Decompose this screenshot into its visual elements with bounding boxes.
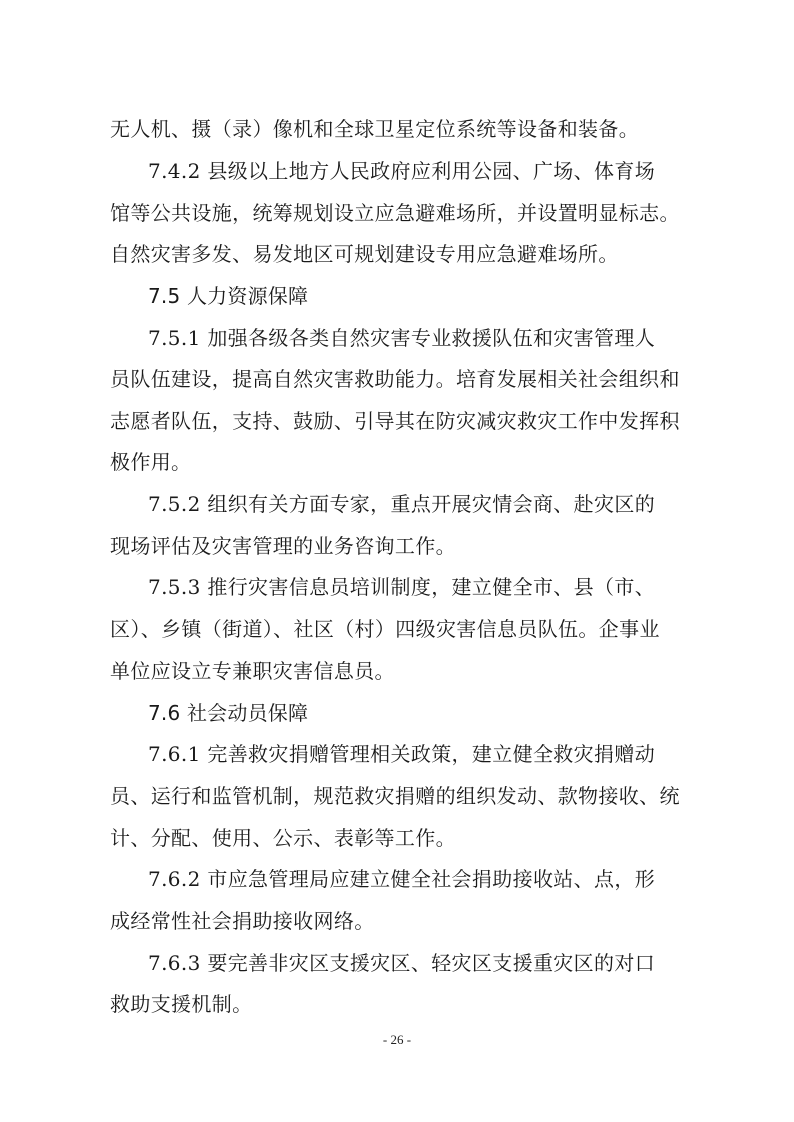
paragraph-line-section-7-5-2: 7.5.2 组织有关方面专家，重点开展灾情会商、赴灾区的 [148,492,656,516]
paragraph-line: 极作用。 [110,450,192,474]
paragraph-line: 馆等公共设施，统筹规划设立应急避难场所，并设置明显标志。 [110,201,680,225]
paragraph-line-section-7-5-3: 7.5.3 推行灾害信息员培训制度，建立健全市、县（市、 [148,575,656,599]
paragraph-line: 员、运行和监管机制，规范救灾捐赠的组织发动、款物接收、统 [110,784,680,808]
paragraph-line: 区）、乡镇（街道）、社区（村）四级灾害信息员队伍。企事业 [110,617,660,641]
paragraph-line-section-7-6-2: 7.6.2 市应急管理局应建立健全社会捐助接收站、点，形 [148,867,656,891]
paragraph-line: 成经常性社会捐助接收网络。 [110,909,375,933]
paragraph-line: 无人机、摄（录）像机和全球卫星定位系统等设备和装备。 [110,117,640,141]
paragraph-line: 员队伍建设，提高自然灾害救助能力。培育发展相关社会组织和 [110,367,680,391]
paragraph-line-section-7-6-3: 7.6.3 要完善非灾区支援灾区、轻灾区支援重灾区的对口 [148,951,656,975]
paragraph-line: 志愿者队伍，支持、鼓励、引导其在防灾减灾救灾工作中发挥积 [110,409,680,433]
paragraph-line: 计、分配、使用、公示、表彰等工作。 [110,826,456,850]
paragraph-line-section-7-6-1: 7.6.1 完善救灾捐赠管理相关政策，建立健全救灾捐赠动 [148,742,656,766]
paragraph-line-section-7-5-1: 7.5.1 加强各级各类自然灾害专业救援队伍和灾害管理人 [148,326,656,350]
page-number: - 26 - [382,1032,412,1047]
paragraph-line: 单位应设立专兼职灾害信息员。 [110,659,395,683]
paragraph-line-section-7-4-2: 7.4.2 县级以上地方人民政府应利用公园、广场、体育场 [148,159,656,183]
paragraph-line: 救助支援机制。 [110,992,253,1016]
paragraph-line: 现场评估及灾害管理的业务咨询工作。 [110,534,456,558]
paragraph-line: 自然灾害多发、易发地区可规划建设专用应急避难场所。 [110,242,619,266]
section-heading-7-6: 7.6 社会动员保障 [148,701,309,725]
section-heading-7-5: 7.5 人力资源保障 [148,284,309,308]
